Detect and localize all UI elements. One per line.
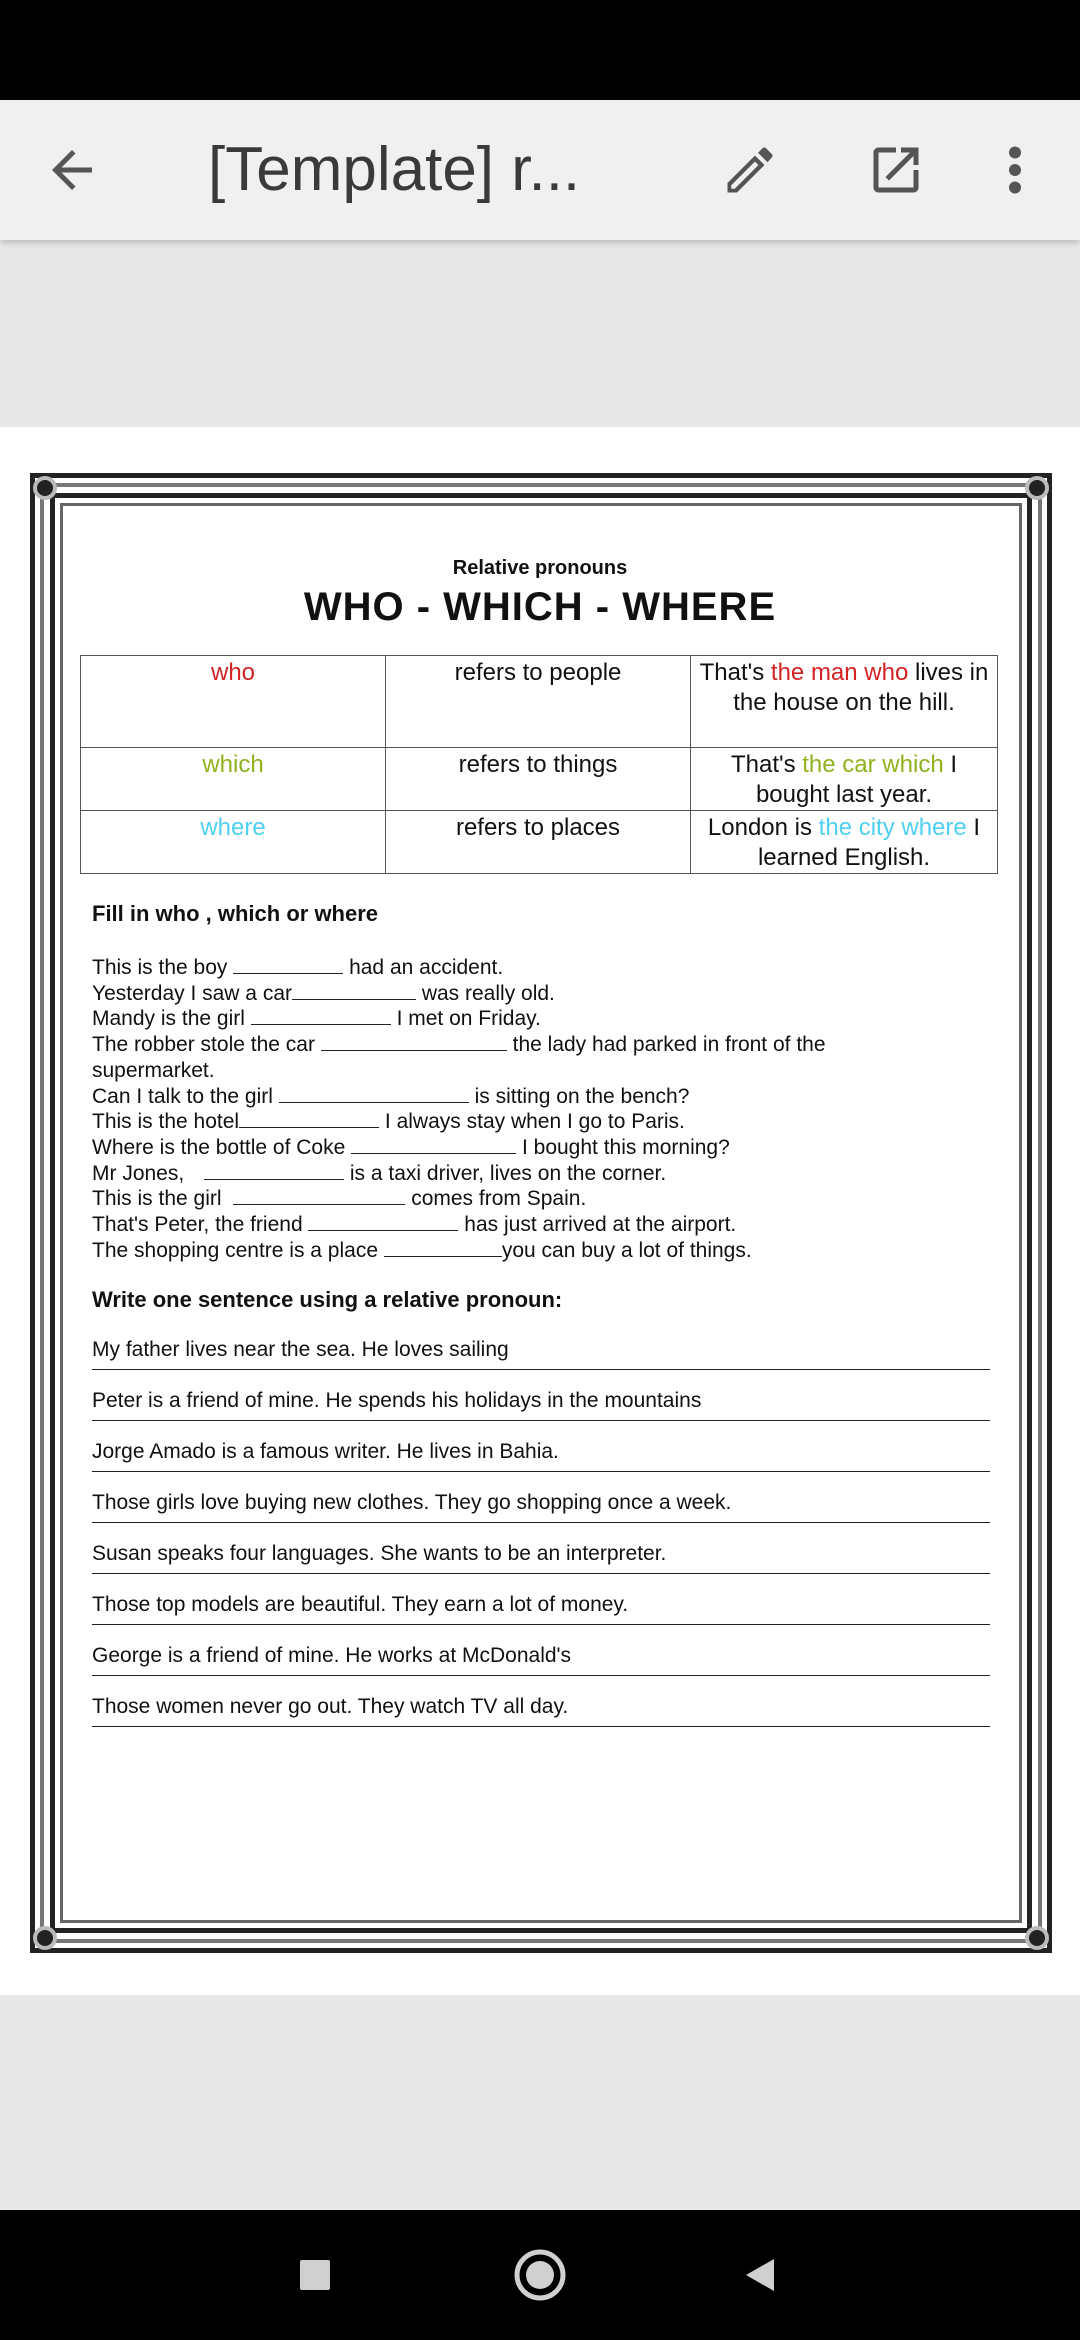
list-item: That's Peter, the friend has just arrived at the airport.: [92, 1213, 737, 1237]
write-heading: Write one sentence using a relative pronoun:: [92, 1287, 563, 1312]
list-item: This is the girl comes from Spain.: [92, 1187, 587, 1211]
pronoun-cell: where: [81, 811, 386, 874]
usage-cell: refers to people: [386, 656, 691, 748]
sentence-item: Those women never go out. They watch TV all day.: [92, 1692, 992, 1727]
pronoun-table: [80, 655, 998, 874]
document-title: [Template] r...: [208, 135, 581, 204]
more-vert-icon: [995, 140, 1035, 200]
status-bar: [0, 0, 1080, 100]
sentence-item: Jorge Amado is a famous writer. He lives in Bahia.: [92, 1437, 992, 1472]
triangle-back-icon: [740, 2255, 780, 2295]
corner-ornament: [33, 1926, 57, 1950]
example-cell: That's the car which I bought last year.: [691, 748, 998, 811]
sentence-item: George is a friend of mine. He works at McDonald's: [92, 1641, 992, 1676]
sentence-item: Those girls love buying new clothes. They go shopping once a week.: [92, 1488, 992, 1523]
list-item: The robber stole the car the lady had parked in front of the: [92, 1033, 826, 1057]
table-row: [81, 811, 998, 874]
list-item: The shopping centre is a place you can buy a lot of things.: [92, 1238, 752, 1262]
list-item: supermarket.: [92, 1058, 215, 1082]
home-button[interactable]: [505, 2240, 575, 2310]
list-item: Where is the bottle of Coke I bought this morning?: [92, 1135, 730, 1159]
system-nav-bar: [0, 2210, 1080, 2340]
list-item: Mr Jones, is a taxi driver, lives on the corner.: [92, 1161, 667, 1185]
worksheet: [70, 505, 1010, 1905]
fill-in-list: [92, 955, 992, 1263]
list-item: Can I talk to the girl is sitting on the bench?: [92, 1084, 690, 1108]
edit-button[interactable]: [704, 124, 796, 216]
recents-button[interactable]: [280, 2240, 350, 2310]
sentence-item: My father lives near the sea. He loves sailing: [92, 1335, 992, 1370]
fill-in-heading: Fill in who , which or where: [92, 901, 379, 926]
corner-ornament: [1025, 476, 1049, 500]
open-external-icon: [866, 140, 926, 200]
pronoun-cell: who: [81, 656, 386, 748]
more-options-button[interactable]: [980, 124, 1050, 216]
table-row: [81, 748, 998, 811]
worksheet-title: WHO - WHICH - WHERE: [303, 585, 777, 629]
arrow-left-icon: [42, 140, 102, 200]
example-cell: That's the man who lives in the house on the hill.: [691, 656, 998, 748]
back-button[interactable]: [26, 124, 118, 216]
list-item: This is the boy had an accident.: [92, 956, 504, 979]
list-item: Mandy is the girl I met on Friday.: [92, 1007, 541, 1031]
corner-ornament: [1025, 1926, 1049, 1950]
sentence-item: Those top models are beautiful. They earn a lot of money.: [92, 1590, 992, 1625]
usage-cell: refers to things: [386, 748, 691, 811]
table-row: [81, 656, 998, 748]
usage-cell: refers to places: [386, 811, 691, 874]
corner-ornament: [33, 476, 57, 500]
open-external-button[interactable]: [850, 124, 942, 216]
worksheet-subtitle: Relative pronouns: [452, 557, 628, 579]
back-nav-button[interactable]: [725, 2240, 795, 2310]
circle-icon: [512, 2247, 568, 2303]
list-item: Yesterday I saw a car was really old.: [92, 981, 555, 1005]
list-item: This is the hotel I always stay when I go to Paris.: [92, 1110, 685, 1134]
square-icon: [298, 2258, 332, 2292]
example-cell: London is the city where I learned English.: [691, 811, 998, 874]
sentence-item: Peter is a friend of mine. He spends his holidays in the mountains: [92, 1386, 992, 1421]
sentence-item: Susan speaks four languages. She wants to be an interpreter.: [92, 1539, 992, 1574]
pencil-icon: [720, 140, 780, 200]
app-bar: [0, 100, 1080, 240]
pronoun-cell: which: [81, 748, 386, 811]
